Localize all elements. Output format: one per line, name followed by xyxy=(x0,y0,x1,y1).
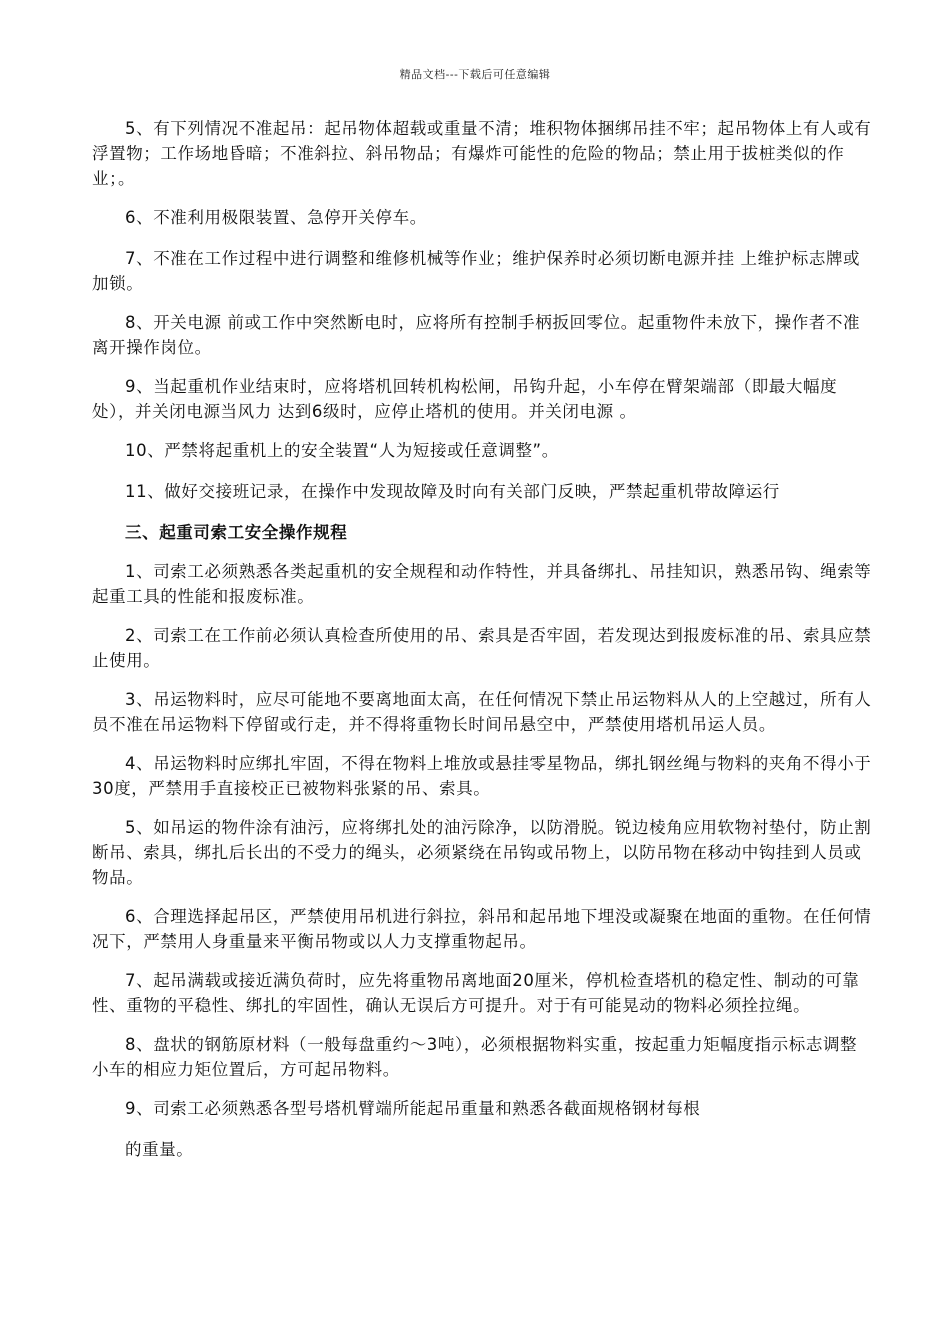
section-paragraph: 2、司索工在工作前必须认真检查所使用的吊、索具是否牢固，若发现达到报废标准的吊、索具应禁止使用。 xyxy=(92,626,872,670)
section-paragraph: 3、吊运物料时，应尽可能地不要离地面太高，在任何情况下禁止吊运物料从人的上空越过，所有人员不准在吊运物料下停留或行走，并不得将重物长时间吊悬空中，严禁使用塔机吊运人员。 xyxy=(92,690,872,734)
section-paragraph: 7、起吊满载或接近满负荷时，应先将重物吊离地面20厘米，停机检查塔机的稳定性、制动的可靠性、重物的平稳性、绑扎的牢固性，确认无误后方可提升。对于有可能晃动的物料必须拴拉绳。 xyxy=(92,971,860,1015)
section-paragraph: 9、司索工必须熟悉各型号塔机臂端所能起吊重量和熟悉各截面规格钢材每根 xyxy=(125,1099,701,1118)
section-paragraph: 1、司索工必须熟悉各类起重机的安全规程和动作特性，并具备绑扎、吊挂知识，熟悉吊钩、绳索等起重工具的性能和报废标准。 xyxy=(92,562,872,606)
rule-paragraph: 9、当起重机作业结束时，应将塔机回转机构松闸，吊钩升起，小车停在臂架端部（即最大幅度处），并关闭电源当风力 达到6级时，应停止塔机的使用。并关闭电源 。 xyxy=(92,377,838,421)
page-header: 精品文档---下载后可任意编辑 xyxy=(399,68,551,81)
section-title: 三、起重司索工安全操作规程 xyxy=(125,523,348,542)
rule-paragraph: 11、做好交接班记录，在操作中发现故障及时向有关部门反映，严禁起重机带故障运行 xyxy=(125,482,780,501)
rule-paragraph: 10、严禁将起重机上的安全装置“人为短接或任意调整”。 xyxy=(125,441,559,460)
rule-paragraph: 8、开关电源 前或工作中突然断电时，应将所有控制手柄扳回零位。起重物件未放下，操作者不准离开操作岗位。 xyxy=(92,313,861,357)
section-paragraph: 6、合理选择起吊区，严禁使用吊机进行斜拉，斜吊和起吊地下埋没或凝聚在地面的重物。在任何情况下，严禁用人身重量来平衡吊物或以人力支撑重物起吊。 xyxy=(92,907,872,951)
document-body xyxy=(92,116,872,1162)
rule-paragraph: 6、不准利用极限装置、急停开关停车。 xyxy=(125,208,427,227)
rule-paragraph: 7、不准在工作过程中进行调整和维修机械等作业；维护保养时必须切断电源并挂 上维护标志牌或加锁。 xyxy=(92,249,861,293)
tail-line: 的重量。 xyxy=(125,1140,194,1159)
rule-paragraph: 5、有下列情况不准起吊：起吊物体超载或重量不清；堆积物体捆绑吊挂不牢；起吊物体上有人或有浮置物；工作场地昏暗；不准斜拉、斜吊物品；有爆炸可能性的危险的物品；禁止用于拔桩类似的作业；。 xyxy=(92,119,872,188)
section-paragraph: 4、吊运物料时应绑扎牢固，不得在物料上堆放或悬挂零星物品，绑扎钢丝绳与物料的夹角不得小于30度，严禁用手直接校正已被物料张紧的吊、索具。 xyxy=(92,754,872,798)
section-paragraph: 5、如吊运的物件涂有油污，应将绑扎处的油污除净，以防滑脱。锐边棱角应用软物衬垫付，防止割断吊、索具，绑扎后长出的不受力的绳头，必须紧绕在吊钩或吊物上，以防吊物在移动中钩挂到人员或物品。 xyxy=(92,818,872,887)
section-paragraph: 8、盘状的钢筋原材料（一般每盘重约～3吨），必须根据物料实重，按起重力矩幅度指示标志调整小车的相应力矩位置后，方可起吊物料。 xyxy=(92,1035,858,1079)
